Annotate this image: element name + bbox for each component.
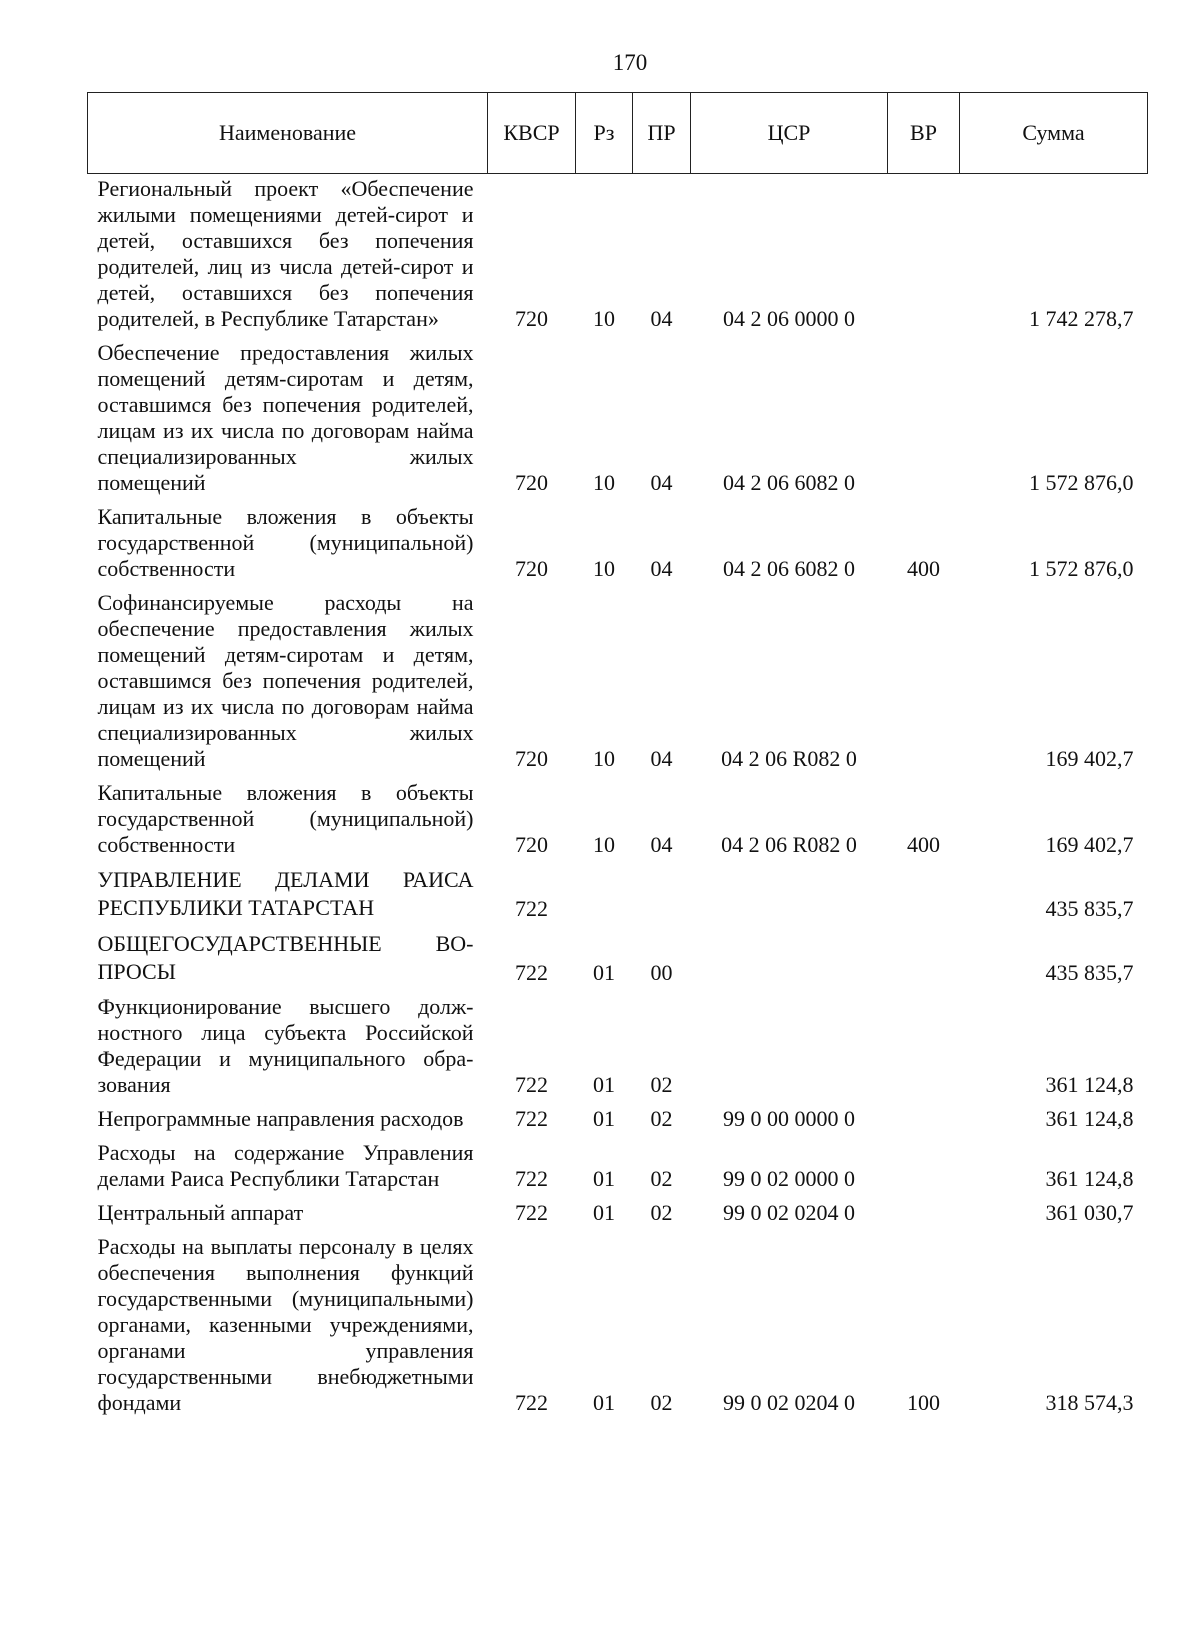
cell-kvsr: 720 [515, 832, 548, 857]
cell-kvsr: 722 [515, 1390, 548, 1415]
cell-kvsr: 722 [515, 1200, 548, 1225]
cell-csr: 99 0 02 0204 0 [723, 1390, 855, 1415]
header-vr: ВР [888, 93, 960, 174]
cell-csr: 04 2 06 6082 0 [723, 470, 855, 495]
cell-kvsr: 722 [515, 1072, 548, 1097]
cell-vr: 100 [907, 1390, 940, 1415]
cell-rz: 01 [593, 1166, 615, 1191]
cell-vr [888, 340, 960, 504]
cell-name: Региональный проект «Обеспечение жилыми помещениями детей-сирот и детей, оставшихся без попечения родителей, лиц из числа детей-сирот и детей, оставшихся без попечения родителей, в Республике Татарстан» [97, 176, 474, 331]
cell-name: Расходы на выплаты персоналу в целях обеспечения выполнения функций государственными (муниципальными) органами, казенными учреждениями, органами управления государственными внебюджетными фондами [97, 1234, 474, 1415]
cell-pr: 02 [650, 1106, 673, 1131]
cell-name: Софинансируемые расходы на обеспечение предоставления жилых помещений детям-сиротам и детям, оставшимся без попечения родителей, лицам из их числа по договорам найма специализированных жилых помещений [97, 590, 474, 771]
table-row [88, 1140, 1148, 1200]
cell-pr: 04 [650, 746, 673, 771]
cell-name: Центральный аппарат [97, 1200, 304, 1225]
cell-vr: 400 [907, 556, 940, 581]
cell-csr: 04 2 06 0000 0 [723, 306, 855, 331]
cell-vr [888, 930, 960, 994]
header-csr: ЦСР [691, 93, 888, 174]
cell-name: Расходы на содержание Управления делами Раиса Республики Татарстан [97, 1140, 474, 1191]
table-row [88, 504, 1148, 590]
table-row [88, 174, 1148, 341]
cell-csr: 99 0 02 0000 0 [723, 1166, 855, 1191]
cell-vr [888, 866, 960, 930]
cell-sum: 361 030,7 [1045, 1200, 1134, 1225]
header-kvsr: КВСР [488, 93, 576, 174]
cell-name: ОБЩЕГОСУДАРСТВЕННЫЕ ВОПРОСЫ [97, 931, 474, 984]
cell-pr: 02 [650, 1390, 673, 1415]
cell-csr: 04 2 06 R082 0 [721, 746, 857, 771]
cell-sum: 169 402,7 [1045, 832, 1134, 857]
cell-kvsr: 722 [515, 1166, 548, 1191]
cell-pr: 04 [650, 306, 673, 331]
cell-sum: 435 835,7 [1045, 896, 1134, 921]
cell-pr: 04 [650, 470, 673, 495]
cell-name: Непрограммные направления расходов [97, 1106, 464, 1131]
cell-name: Капитальные вложения в объекты государственной (муниципальной) собственности [97, 504, 474, 581]
cell-pr: 04 [650, 556, 673, 581]
cell-vr [888, 1200, 960, 1234]
cell-rz: 10 [593, 306, 615, 331]
cell-name: УПРАВЛЕНИЕ ДЕЛАМИ РАИСА РЕСПУБЛИКИ ТАТАРСТАН [97, 867, 474, 920]
cell-csr [691, 994, 888, 1106]
cell-sum: 169 402,7 [1045, 746, 1134, 771]
cell-pr: 00 [650, 960, 673, 985]
cell-kvsr: 720 [515, 556, 548, 581]
cell-pr [633, 866, 691, 930]
cell-rz: 01 [593, 1072, 615, 1097]
cell-vr [888, 1106, 960, 1140]
cell-csr: 99 0 02 0204 0 [723, 1200, 855, 1225]
cell-sum: 1 572 876,0 [1029, 556, 1134, 581]
cell-kvsr: 722 [515, 1106, 548, 1131]
table-row [88, 1200, 1148, 1234]
cell-csr [691, 930, 888, 994]
cell-vr [888, 174, 960, 341]
cell-rz: 10 [593, 832, 615, 857]
cell-rz [576, 866, 633, 930]
cell-vr [888, 994, 960, 1106]
cell-csr: 04 2 06 R082 0 [721, 832, 857, 857]
cell-rz: 10 [593, 556, 615, 581]
table-body [88, 174, 1148, 1425]
cell-sum: 1 742 278,7 [1029, 306, 1134, 331]
header-sum: Сумма [960, 93, 1148, 174]
cell-rz: 10 [593, 470, 615, 495]
table-row [88, 994, 1148, 1106]
cell-vr [888, 590, 960, 780]
cell-kvsr: 722 [515, 896, 548, 921]
cell-kvsr: 720 [515, 470, 548, 495]
cell-sum: 361 124,8 [1045, 1106, 1134, 1131]
cell-sum: 435 835,7 [1045, 960, 1134, 985]
cell-kvsr: 720 [515, 306, 548, 331]
cell-name: Капитальные вложения в объекты государственной (муниципальной) собственности [97, 780, 474, 857]
cell-pr: 02 [650, 1200, 673, 1225]
table-row [88, 340, 1148, 504]
cell-csr: 99 0 00 0000 0 [723, 1106, 855, 1131]
cell-rz: 01 [593, 1390, 615, 1415]
cell-sum: 361 124,8 [1045, 1072, 1134, 1097]
cell-pr: 02 [650, 1166, 673, 1191]
cell-sum: 361 124,8 [1045, 1166, 1134, 1191]
cell-pr: 02 [650, 1072, 673, 1097]
cell-sum: 1 572 876,0 [1029, 470, 1134, 495]
cell-name: Функционирование высшего должностного лица субъекта Российской Федерации и муниципального образования [97, 994, 474, 1097]
cell-sum: 318 574,3 [1045, 1390, 1134, 1415]
cell-csr: 04 2 06 6082 0 [723, 556, 855, 581]
page-number: 170 [612, 50, 648, 75]
cell-rz: 01 [593, 1200, 615, 1225]
table-row [88, 780, 1148, 866]
cell-vr: 400 [907, 832, 940, 857]
table-row [88, 590, 1148, 780]
table-row [88, 1234, 1148, 1424]
cell-rz: 01 [593, 960, 615, 985]
budget-table [87, 92, 1148, 1424]
table-row [88, 866, 1148, 930]
table-row [88, 930, 1148, 994]
table-row [88, 1106, 1148, 1140]
cell-kvsr: 720 [515, 746, 548, 771]
header-pr: ПР [633, 93, 691, 174]
cell-name: Обеспечение предоставления жилых помещений детям-сиротам и детям, оставшимся без попечения родителей, лицам из их числа по договорам найма специализированных жилых помещений [97, 340, 474, 495]
cell-vr [888, 1140, 960, 1200]
cell-rz: 01 [593, 1106, 615, 1131]
cell-pr: 04 [650, 832, 673, 857]
cell-rz: 10 [593, 746, 615, 771]
header-rz: Рз [576, 93, 633, 174]
table-header [88, 93, 1148, 174]
cell-csr [691, 866, 888, 930]
header-name: Наименование [88, 93, 488, 174]
cell-kvsr: 722 [515, 960, 548, 985]
